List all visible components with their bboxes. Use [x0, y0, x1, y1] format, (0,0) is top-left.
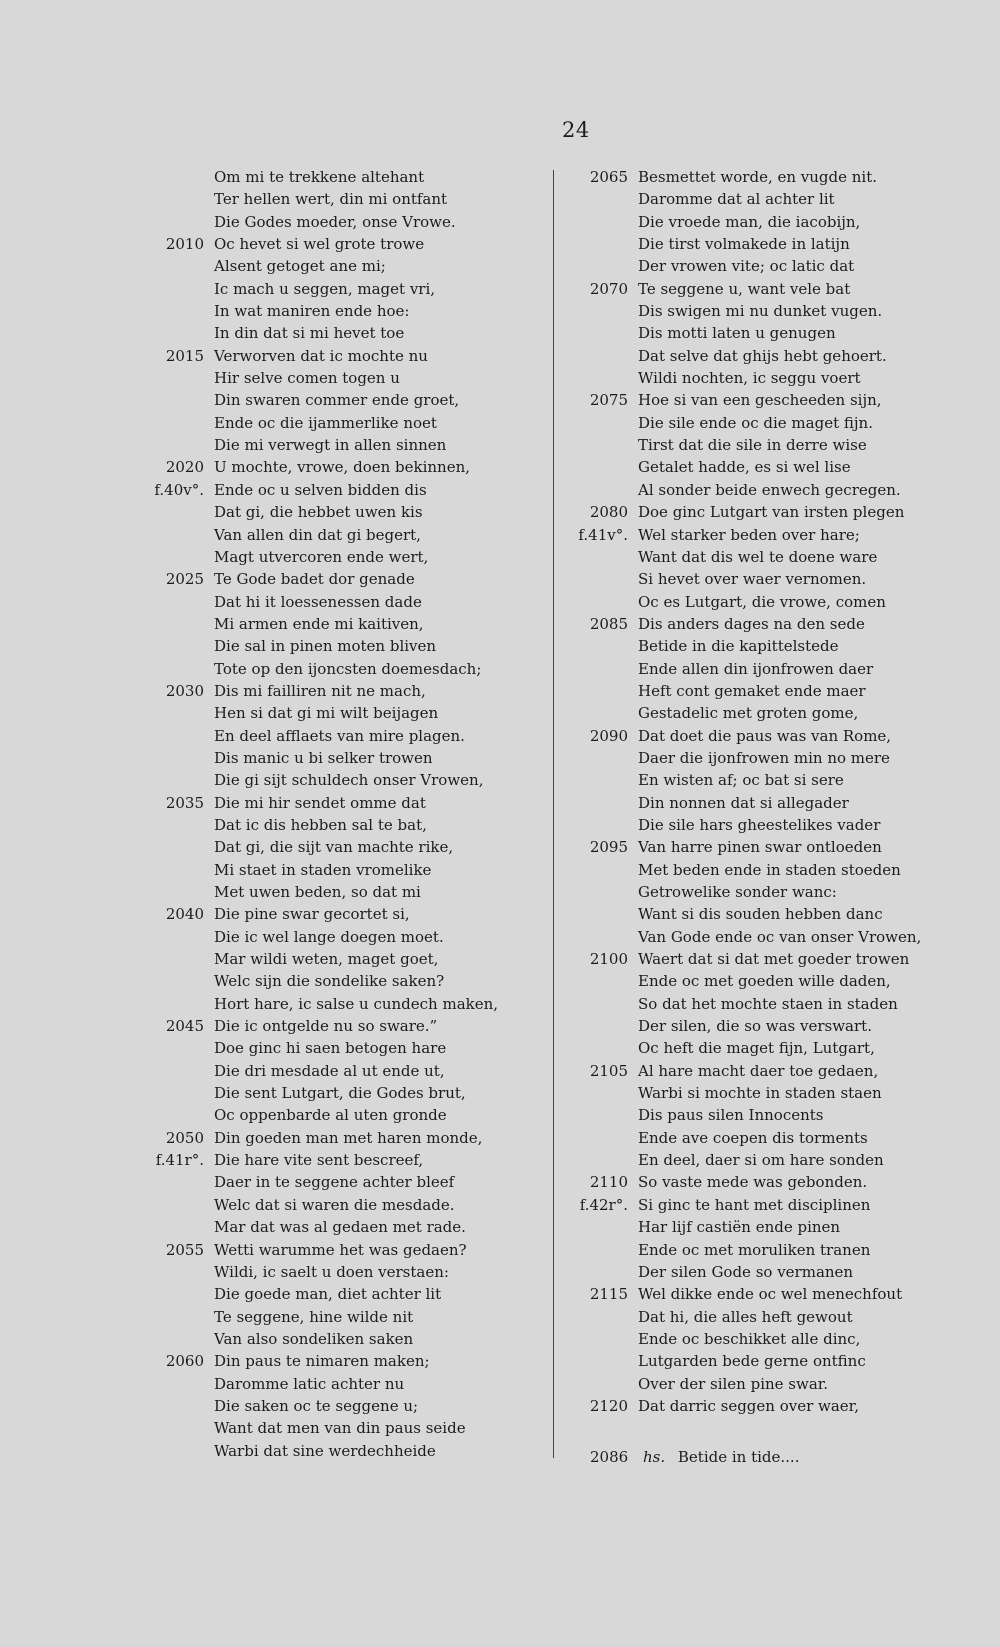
verse-text: Die hare vite sent bescreef, [214, 1151, 424, 1170]
verse-line [568, 322, 978, 344]
verse-text: Tote op den ijoncsten doemesdach; [214, 659, 482, 678]
verse-line [150, 322, 540, 344]
verse-text: Wel starker beden over hare; [638, 525, 860, 544]
verse-line [568, 747, 978, 769]
verse-line [150, 1171, 540, 1193]
verse-line-number: 2010 [165, 235, 204, 254]
footnote [590, 1448, 799, 1466]
verse-text: Der vrowen vite; oc latic dat [638, 257, 855, 276]
verse-line [150, 1350, 540, 1372]
verse-line [150, 792, 540, 814]
verse-text: Al sonder beide enwech gecregen. [638, 480, 901, 499]
verse-line [150, 568, 540, 590]
verse-line [568, 233, 978, 255]
verse-text: Warbi si mochte in staden staen [638, 1084, 882, 1103]
verse-line [150, 1082, 540, 1104]
verse-text: Getalet hadde, es si wel lise [638, 458, 851, 477]
verse-text: Si ginc te hant met disciplinen [638, 1195, 871, 1214]
verse-text: Van harre pinen swar ontloeden [638, 838, 882, 857]
verse-line [568, 1239, 978, 1261]
verse-line [150, 300, 540, 322]
verse-line [568, 1082, 978, 1104]
verse-line-number: 2120 [589, 1396, 628, 1415]
verse-text: Betide in die kapittelstede [638, 637, 839, 656]
verse-line-number: 2100 [589, 950, 628, 969]
verse-line [568, 993, 978, 1015]
verse-line-number: 2055 [165, 1240, 204, 1259]
verse-line [568, 903, 978, 925]
verse-line [568, 591, 978, 613]
verse-text: Wel dikke ende oc wel menechfout [638, 1285, 903, 1304]
verse-line-number: f.41v°. [578, 525, 628, 544]
verse-text: Mar wildi weten, maget goet, [214, 950, 439, 969]
verse-line-number: 2040 [165, 905, 204, 924]
verse-line [568, 1127, 978, 1149]
footnote-line-number: 2086 [590, 1448, 629, 1466]
verse-text: Die gi sijt schuldech onser Vrowen, [214, 771, 484, 790]
verse-text: Lutgarden bede gerne ontfinc [638, 1352, 866, 1371]
verse-line [568, 367, 978, 389]
verse-line [150, 1015, 540, 1037]
verse-text: Met beden ende in staden stoeden [638, 860, 901, 879]
verse-line-number: 2115 [589, 1285, 628, 1304]
verse-line [150, 635, 540, 657]
verse-text: Van allen din dat gi begert, [214, 525, 421, 544]
verse-text: Al hare macht daer toe gedaen, [638, 1061, 879, 1080]
verse-line [150, 658, 540, 680]
verse-line [150, 546, 540, 568]
verse-text: Want si dis souden hebben danc [638, 905, 883, 924]
verse-text: Din nonnen dat si allegader [638, 793, 849, 812]
verse-line [150, 166, 540, 188]
verse-text: Ende oc u selven bidden dis [214, 480, 427, 499]
verse-line [568, 255, 978, 277]
right-verse-column [568, 166, 978, 1417]
verse-line [150, 1395, 540, 1417]
verse-text: Doe ginc hi saen betogen hare [214, 1039, 447, 1058]
verse-line [150, 1283, 540, 1305]
verse-line [568, 725, 978, 747]
verse-line [568, 211, 978, 233]
verse-line [150, 702, 540, 724]
verse-line [568, 859, 978, 881]
verse-line [568, 836, 978, 858]
verse-line [150, 769, 540, 791]
verse-line [150, 1216, 540, 1238]
verse-line [568, 1373, 978, 1395]
verse-text: Met uwen beden, so dat mi [214, 883, 421, 901]
verse-text: Heft cont gemaket ende maer [638, 681, 866, 700]
verse-line [150, 1306, 540, 1328]
verse-line [568, 479, 978, 501]
verse-text: Die vroede man, die iacobijn, [638, 212, 861, 231]
verse-text: Verworven dat ic mochte nu [214, 346, 428, 365]
verse-line [568, 635, 978, 657]
verse-line [150, 412, 540, 434]
verse-text: Doe ginc Lutgart van irsten plegen [638, 503, 905, 522]
verse-text: Want dat men van din paus seide [214, 1419, 466, 1438]
verse-text: Die sile ende oc die maget fijn. [638, 413, 873, 432]
verse-text: Dis motti laten u genugen [638, 324, 836, 343]
verse-text: Ende ave coepen dis torments [638, 1128, 868, 1147]
verse-line-number: 2110 [589, 1173, 628, 1192]
verse-text: Si hevet over waer vernomen. [638, 570, 867, 589]
footnote-text: Betide in tide.... [677, 1448, 800, 1466]
verse-text: Mi staet in staden vromelike [214, 860, 432, 879]
verse-text: Die tirst volmakede in latijn [638, 235, 850, 254]
verse-text: Mar dat was al gedaen met rade. [214, 1218, 466, 1237]
column-divider [553, 170, 554, 1458]
verse-text: Die mi hir sendet omme dat [214, 793, 426, 812]
verse-line [150, 345, 540, 367]
verse-line-number: f.42r°. [579, 1195, 628, 1214]
verse-line-number: 2045 [165, 1017, 204, 1036]
verse-line-number: 2025 [165, 570, 204, 589]
verse-line [150, 367, 540, 389]
verse-line [568, 702, 978, 724]
verse-text: Die ic wel lange doegen moet. [214, 927, 444, 946]
verse-line [568, 166, 978, 188]
verse-line [150, 278, 540, 300]
verse-line-number: 2075 [589, 391, 628, 410]
verse-text: Die goede man, diet achter lit [214, 1285, 442, 1304]
verse-line [568, 926, 978, 948]
verse-text: Ende allen din ijonfrowen daer [638, 659, 874, 678]
verse-text: Din goeden man met haren monde, [214, 1128, 483, 1147]
verse-text: Getrowelike sonder wanc: [638, 883, 837, 901]
verse-line-number: 2015 [165, 346, 204, 365]
verse-text: Die Godes moeder, onse Vrowe. [214, 212, 456, 231]
verse-line [568, 568, 978, 590]
verse-text: Die ic ontgelde nu so sware.” [214, 1017, 438, 1036]
verse-text: Tirst dat die sile in derre wise [638, 436, 867, 455]
verse-line [568, 613, 978, 635]
verse-text: Hort hare, ic salse u cundech maken, [214, 994, 499, 1013]
verse-text: Te Gode badet dor genade [214, 570, 415, 589]
verse-line [568, 1395, 978, 1417]
verse-text: Din paus te nimaren maken; [214, 1352, 430, 1371]
verse-text: Dat ic dis hebben sal te bat, [214, 815, 427, 834]
verse-line [568, 1015, 978, 1037]
verse-text: Dis paus silen Innocents [638, 1106, 824, 1125]
verse-line [150, 970, 540, 992]
verse-line [150, 993, 540, 1015]
verse-text: Welc dat si waren die mesdade. [214, 1195, 455, 1214]
verse-line [568, 456, 978, 478]
verse-text: En deel afflaets van mire plagen. [214, 726, 465, 745]
verse-line [150, 680, 540, 702]
verse-line [150, 836, 540, 858]
verse-text: Ic mach u seggen, maget vri, [214, 279, 436, 298]
verse-line [568, 434, 978, 456]
verse-line [568, 814, 978, 836]
verse-text: Want dat dis wel te doene ware [638, 547, 878, 566]
verse-text: Dat gi, die hebbet uwen kis [214, 503, 423, 522]
verse-line [568, 278, 978, 300]
verse-text: So vaste mede was gebonden. [638, 1173, 868, 1192]
verse-line [150, 725, 540, 747]
verse-line [150, 479, 540, 501]
verse-line [150, 1060, 540, 1082]
verse-line [568, 1037, 978, 1059]
verse-text: Welc sijn die sondelike saken? [214, 972, 445, 991]
verse-line [150, 1373, 540, 1395]
verse-text: En wisten af; oc bat si sere [638, 771, 844, 790]
verse-line [568, 792, 978, 814]
verse-text: Oc hevet si wel grote trowe [214, 235, 425, 254]
verse-line [150, 1104, 540, 1126]
verse-line-number: 2095 [589, 838, 628, 857]
verse-text: Ende oc die ijammerlike noet [214, 413, 437, 432]
verse-text: Die saken oc te seggene u; [214, 1396, 419, 1415]
verse-text: Der silen Gode so vermanen [638, 1262, 854, 1281]
verse-line [568, 1261, 978, 1283]
verse-line-number: 2085 [589, 614, 628, 633]
verse-text: Waert dat si dat met goeder trowen [638, 950, 910, 969]
verse-line [150, 233, 540, 255]
verse-line [150, 389, 540, 411]
verse-line-number: 2105 [589, 1061, 628, 1080]
verse-line [150, 747, 540, 769]
verse-text: Oc oppenbarde al uten gronde [214, 1106, 447, 1125]
verse-text: Besmettet worde, en vugde nit. [638, 168, 878, 186]
verse-text: Daromme latic achter nu [214, 1374, 405, 1393]
verse-text: Oc heft die maget fijn, Lutgart, [638, 1039, 875, 1058]
verse-line [150, 948, 540, 970]
verse-line [568, 658, 978, 680]
verse-line [150, 1328, 540, 1350]
verse-line [150, 1440, 540, 1462]
verse-line [150, 524, 540, 546]
verse-text: Wetti warumme het was gedaen? [214, 1240, 467, 1259]
verse-line [568, 345, 978, 367]
verse-text: Din swaren commer ende groet, [214, 391, 460, 410]
verse-line [150, 1194, 540, 1216]
verse-line-number: 2080 [589, 503, 628, 522]
verse-line-number: f.40v°. [154, 480, 204, 499]
verse-line [150, 1037, 540, 1059]
verse-line [568, 1306, 978, 1328]
verse-text: In din dat si mi hevet toe [214, 324, 405, 343]
verse-line-number: 2020 [165, 458, 204, 477]
verse-line [150, 456, 540, 478]
verse-text: U mochte, vrowe, doen bekinnen, [214, 458, 471, 477]
verse-text: Dis manic u bi selker trowen [214, 748, 433, 767]
verse-line [568, 1283, 978, 1305]
verse-text: Die sent Lutgart, die Godes brut, [214, 1084, 466, 1103]
verse-text: Mi armen ende mi kaitiven, [214, 614, 424, 633]
verse-text: Te seggene u, want vele bat [638, 279, 851, 298]
verse-text: Dat selve dat ghijs hebt gehoert. [638, 346, 887, 365]
verse-text: Hir selve comen togen u [214, 369, 400, 388]
verse-line [568, 948, 978, 970]
verse-text: Dat hi, die alles heft gewout [638, 1307, 853, 1326]
verse-line-number: 2030 [165, 681, 204, 700]
verse-line [568, 1194, 978, 1216]
verse-text: Daromme dat al achter lit [638, 190, 835, 209]
verse-line [568, 501, 978, 523]
verse-line [150, 903, 540, 925]
verse-line [150, 1127, 540, 1149]
verse-line [150, 1417, 540, 1439]
verse-line [150, 434, 540, 456]
verse-text: Ende oc beschikket alle dinc, [638, 1329, 861, 1348]
verse-line-number: 2060 [165, 1352, 204, 1371]
verse-text: Dat hi it loessenessen dade [214, 592, 422, 611]
verse-line [150, 859, 540, 881]
verse-line [568, 188, 978, 210]
verse-text: Warbi dat sine werdechheide [214, 1441, 436, 1460]
verse-line [150, 591, 540, 613]
verse-line [150, 1261, 540, 1283]
verse-text: Gestadelic met groten gome, [638, 704, 859, 723]
verse-line-number: 2090 [589, 726, 628, 745]
verse-line [568, 881, 978, 903]
verse-line [568, 680, 978, 702]
page-number: 24 [562, 118, 590, 142]
verse-line-number: f.41r°. [155, 1151, 204, 1170]
verse-text: Van Gode ende oc van onser Vrowen, [638, 927, 922, 946]
verse-line [150, 881, 540, 903]
verse-text: Oc es Lutgart, die vrowe, comen [638, 592, 886, 611]
verse-line [568, 1104, 978, 1126]
verse-line-number: 2035 [165, 793, 204, 812]
verse-text: Der silen, die so was verswart. [638, 1017, 872, 1036]
verse-line-number: 2070 [589, 279, 628, 298]
verse-text: Die pine swar gecortet si, [214, 905, 410, 924]
verse-text: Dat gi, die sijt van machte rike, [214, 838, 454, 857]
verse-text: Hoe si van een gescheeden sijn, [638, 391, 882, 410]
verse-line [568, 412, 978, 434]
verse-line [568, 546, 978, 568]
verse-line [150, 1239, 540, 1261]
verse-text: Ter hellen wert, din mi ontfant [214, 190, 448, 209]
verse-text: Die sile hars gheestelikes vader [638, 815, 881, 834]
verse-line [568, 1060, 978, 1082]
verse-line [568, 769, 978, 791]
verse-line [150, 501, 540, 523]
verse-text: Ende oc met goeden wille daden, [638, 972, 891, 991]
verse-text: Die dri mesdade al ut ende ut, [214, 1061, 445, 1080]
verse-text: Har lijf castiën ende pinen [638, 1218, 841, 1237]
verse-line [150, 188, 540, 210]
verse-text: En deel, daer si om hare sonden [638, 1151, 884, 1170]
verse-text: Magt utvercoren ende wert, [214, 547, 429, 566]
verse-text: Van also sondeliken saken [214, 1329, 414, 1348]
verse-text: Dat doet die paus was van Rome, [638, 726, 892, 745]
verse-text: Wildi nochten, ic seggu voert [638, 369, 861, 388]
verse-text: Dat darric seggen over waer, [638, 1396, 859, 1415]
footnote-source: hs. [642, 1448, 666, 1466]
verse-line [568, 524, 978, 546]
verse-text: So dat het mochte staen in staden [638, 994, 898, 1013]
verse-text: Wildi, ic saelt u doen verstaen: [214, 1262, 449, 1281]
verse-text: Daer in te seggene achter bleef [214, 1173, 455, 1192]
verse-line [150, 1149, 540, 1171]
verse-line [150, 814, 540, 836]
verse-line [150, 255, 540, 277]
verse-line [568, 1328, 978, 1350]
verse-text: Hen si dat gi mi wilt beijagen [214, 704, 439, 723]
verse-line [568, 1149, 978, 1171]
verse-line [150, 926, 540, 948]
verse-line [150, 613, 540, 635]
verse-text: Alsent getoget ane mi; [214, 257, 386, 276]
verse-text: Daer die ijonfrowen min no mere [638, 748, 890, 767]
verse-text: Dis anders dages na den sede [638, 614, 865, 633]
verse-line [568, 1350, 978, 1372]
verse-text: In wat maniren ende hoe: [214, 302, 410, 321]
verse-line [568, 389, 978, 411]
left-verse-column [150, 166, 540, 1462]
verse-line [568, 1216, 978, 1238]
verse-text: Die sal in pinen moten bliven [214, 637, 437, 656]
verse-line [150, 211, 540, 233]
verse-line-number: 2065 [589, 168, 628, 186]
verse-text: Te seggene, hine wilde nit [214, 1307, 414, 1326]
verse-line [568, 1171, 978, 1193]
verse-line-number: 2050 [165, 1128, 204, 1147]
verse-line [568, 970, 978, 992]
verse-text: Over der silen pine swar. [638, 1374, 829, 1393]
verse-text: Om mi te trekkene altehant [214, 168, 425, 186]
verse-text: Dis mi failliren nit ne mach, [214, 681, 426, 700]
verse-text: Ende oc met moruliken tranen [638, 1240, 871, 1259]
verse-line [568, 300, 978, 322]
verse-text: Dis swigen mi nu dunket vugen. [638, 302, 883, 321]
verse-text: Die mi verwegt in allen sinnen [214, 436, 447, 455]
